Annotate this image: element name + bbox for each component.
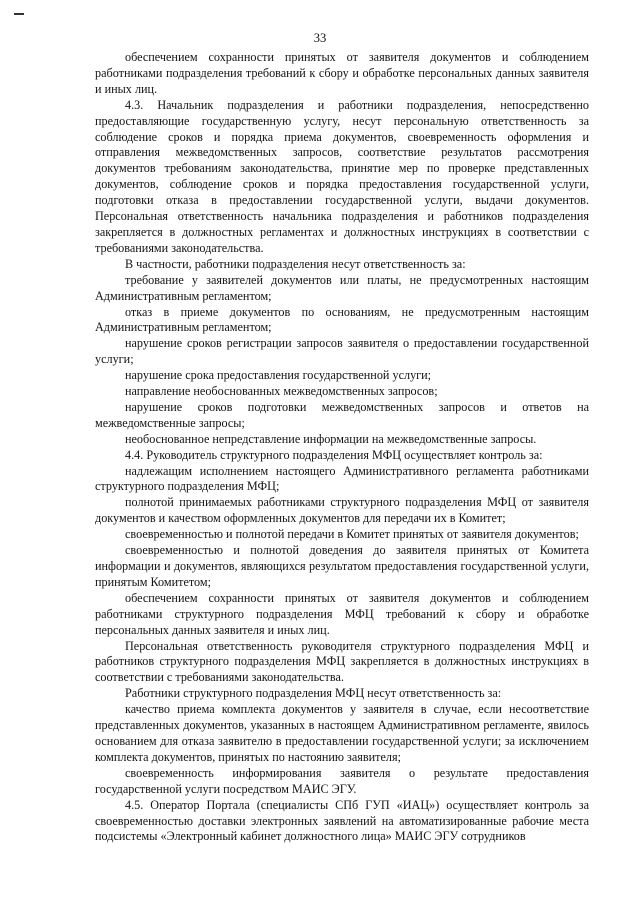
paragraph: обеспечением сохранности принятых от заявителя документов и соблюдением работниками подразделения требований к сбору и обработке персональных данных заявителя и иных лиц. — [95, 50, 589, 96]
paragraph: В частности, работники подразделения несут ответственность за: — [125, 256, 466, 271]
paragraph: направление необоснованных межведомственных запросов; — [125, 384, 438, 399]
paragraph: нарушение сроков подготовки межведомственных запросов и ответов на межведомственные запросы; — [95, 399, 589, 430]
paragraph: 4.3. Начальник подразделения и работники подразделения, непосредственно предоставляющие государственную услугу, несут персональную ответственность за соблюдение сроков и порядка приема документов, своевременность оформления и отправления межведомственных запросов, соответствие результатов рассмотрения документов требованиям законодательства, принятие мер по проверке представленных документов, соблюдение сроков и порядка предоставления государственной услуги, подготовки отказа в предоставлении государственной услуги, выдачи документов. Персональная ответственность начальника подразделения и работников подразделения закрепляется в должностных регламентах и должностных инструкциях в соответствии с требованиями законодательства. — [95, 97, 589, 255]
paragraph: необоснованное непредставление информации на межведомственные запросы. — [125, 431, 537, 446]
paragraph: 4.5. Оператор Портала (специалисты СПб ГУП «ИАЦ») осуществляет контроль за своевременностью доставки электронных заявлений на автоматизированные рабочие места подсистемы «Электронный кабинет должностного лица» МАИС ЭГУ сотрудников — [95, 797, 589, 844]
paragraph: надлежащим исполнением настоящего Административного регламента работниками структурного подразделения МФЦ; — [95, 463, 589, 494]
paragraph: полнотой принимаемых работниками структурного подразделения МФЦ от заявителя документов и качеством оформленных документов для передачи их в Комитет; — [95, 495, 589, 526]
paragraph: отказ в приеме документов по основаниям, не предусмотренным настоящим Административным регламентом; — [95, 304, 589, 335]
scan-artifact-mark — [14, 13, 24, 15]
paragraph: 4.4. Руководитель структурного подразделения МФЦ осуществляет контроль за: — [125, 447, 543, 462]
paragraph: требование у заявителей документов или платы, не предусмотренных настоящим Административным регламентом; — [95, 272, 589, 303]
paragraph: Персональная ответственность руководителя структурного подразделения МФЦ и работников структурного подразделения МФЦ закрепляется в должностных инструкциях в соответствии с требованиями законодательства. — [95, 638, 589, 685]
paragraph: своевременностью и полнотой доведения до заявителя принятых от Комитета информации и документов, являющихся результатом предоставления государственной услуги, принятым Комитетом; — [95, 543, 589, 589]
document-body — [95, 50, 589, 845]
paragraph: качество приема комплекта документов у заявителя в случае, если несоответствие представленных документов, указанных в настоящем Административном регламенте, явилось основанием для отказа заявителю в предоставлении государственной услуги; за исключением комплекта документов, принятых по настоянию заявителя; — [95, 702, 589, 764]
paragraph: своевременностью и полнотой передачи в Комитет принятых от заявителя документов; — [125, 527, 579, 542]
paragraph: обеспечением сохранности принятых от заявителя документов и соблюдением работниками структурного подразделения МФЦ требований к сбору и обработке персональных данных заявителя и иных лиц. — [95, 590, 589, 637]
page-number: 33 — [313, 31, 327, 45]
paragraph: своевременность информирования заявителя о результате предоставления государственной услуги посредством МАИС ЭГУ. — [95, 765, 589, 796]
paragraph: нарушение срока предоставления государственной услуги; — [125, 368, 432, 383]
paragraph: нарушение сроков регистрации запросов заявителя о предоставлении государственной услуги; — [95, 336, 589, 367]
paragraph: Работники структурного подразделения МФЦ несут ответственность за: — [125, 686, 502, 701]
